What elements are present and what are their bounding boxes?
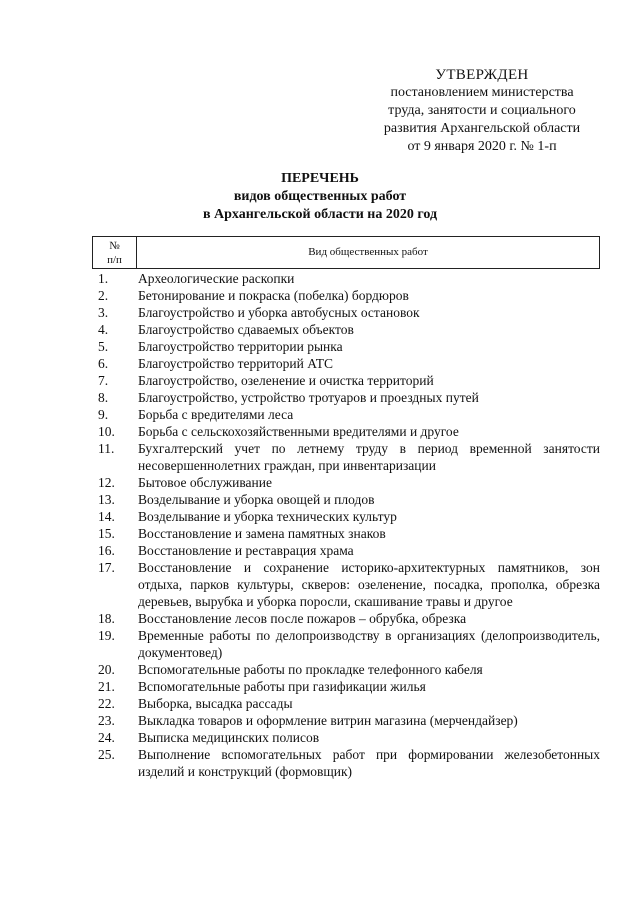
list-item <box>98 321 600 338</box>
list-item-number: 24. <box>98 730 115 745</box>
approval-line: развития Архангельской области <box>383 121 581 136</box>
list-item <box>98 508 600 525</box>
list-item-number: 20. <box>98 662 115 677</box>
list-item-text: Возделывание и уборка овощей и плодов <box>138 492 375 507</box>
approval-line: от 9 января 2020 г. № 1-п <box>407 139 557 154</box>
list-item <box>98 491 600 508</box>
list-item-number: 16. <box>98 543 115 558</box>
list-item-number: 17. <box>98 560 115 575</box>
list-item-number: 19. <box>98 628 115 643</box>
list-item-text: Вспомогательные работы по прокладке телефонного кабеля <box>138 662 483 677</box>
list-item-number: 8. <box>98 390 109 405</box>
list-item <box>98 559 600 610</box>
list-item-number: 18. <box>98 611 115 626</box>
list-item-number: 3. <box>98 305 109 320</box>
list-item-text: Восстановление и замена памятных знаков <box>138 526 386 541</box>
list-item-text: Благоустройство сдаваемых объектов <box>138 322 354 337</box>
list-item <box>98 525 600 542</box>
list-item-text: Возделывание и уборка технических культур <box>138 509 397 524</box>
approval-line: постановлением министерства <box>390 85 574 100</box>
list-item <box>98 661 600 678</box>
list-item <box>98 440 600 474</box>
list-item-number: 9. <box>98 407 109 422</box>
list-item-number: 5. <box>98 339 109 354</box>
list-item-number: 13. <box>98 492 115 507</box>
approval-title: УТВЕРЖДЕН <box>435 67 529 83</box>
list-item-number: 6. <box>98 356 109 371</box>
list-item <box>98 338 600 355</box>
column-header-number-abbr: п/п <box>107 254 122 266</box>
list-item-text: Выборка, высадка рассады <box>138 696 293 711</box>
list-item-text: Выполнение вспомогательных работ при формировании железобетонных изделий и конструкций (формовщик) <box>138 747 600 779</box>
list-item-number: 4. <box>98 322 109 337</box>
list-item-text: Благоустройство территории рынка <box>138 339 343 354</box>
list-item-text: Восстановление лесов после пожаров – обрубка, обрезка <box>138 611 467 626</box>
list-item-text: Бухгалтерский учет по летнему труду в период временной занятости несовершеннолетних граждан, при инвентаризации <box>138 441 600 473</box>
list-item <box>98 287 600 304</box>
list-item-text: Бетонирование и покраска (побелка) бордюров <box>138 288 409 303</box>
document-heading <box>100 170 540 224</box>
column-header-type: Вид общественных работ <box>308 246 428 258</box>
list-item-text: Борьба с вредителями леса <box>138 407 294 422</box>
list-item <box>98 627 600 661</box>
list-item-text: Восстановление и реставрация храма <box>138 543 354 558</box>
list-item <box>98 695 600 712</box>
list-item-number: 10. <box>98 424 115 439</box>
approval-line: труда, занятости и социального <box>388 103 576 118</box>
list-item <box>98 729 600 746</box>
list-item <box>98 746 600 780</box>
list-item-text: Восстановление и сохранение историко-архитектурных памятников, зон отдыха, парков культуры, скверов: озеленение, посадка, прополка, обрезка деревьев, вырубка и уборка поросли, скашивание травы и другое <box>138 560 600 609</box>
list-item <box>98 712 600 729</box>
list-item-text: Благоустройство, озеленение и очистка территорий <box>138 373 434 388</box>
heading-subtitle: в Архангельской области на 2020 год <box>202 207 438 222</box>
list-item-text: Благоустройство и уборка автобусных остановок <box>138 305 420 320</box>
list-item-text: Борьба с сельскохозяйственными вредителями и другое <box>138 424 459 439</box>
list-item <box>98 678 600 695</box>
work-types-list <box>98 270 600 780</box>
heading-subtitle: видов общественных работ <box>233 189 407 204</box>
list-item-number: 21. <box>98 679 115 694</box>
approval-block <box>372 66 592 156</box>
list-item <box>98 610 600 627</box>
list-item-text: Благоустройство территорий АТС <box>138 356 334 371</box>
list-item <box>98 270 600 287</box>
list-item <box>98 474 600 491</box>
list-item-number: 1. <box>98 271 109 286</box>
heading-title: ПЕРЕЧЕНЬ <box>281 171 359 186</box>
column-header-number <box>93 237 137 268</box>
list-item <box>98 542 600 559</box>
list-item-number: 22. <box>98 696 115 711</box>
list-item-number: 12. <box>98 475 115 490</box>
list-item <box>98 423 600 440</box>
list-item-text: Вспомогательные работы при газификации жилья <box>138 679 426 694</box>
list-item-number: 7. <box>98 373 109 388</box>
list-item <box>98 406 600 423</box>
list-item-number: 2. <box>98 288 109 303</box>
list-item <box>98 372 600 389</box>
list-item-text: Выкладка товаров и оформление витрин магазина (мерчендайзер) <box>138 713 518 728</box>
list-item-number: 15. <box>98 526 115 541</box>
list-item <box>98 389 600 406</box>
list-item-text: Выписка медицинских полисов <box>138 730 320 745</box>
list-item-number: 25. <box>98 747 115 762</box>
list-item-text: Бытовое обслуживание <box>138 475 272 490</box>
list-item-number: 23. <box>98 713 115 728</box>
column-header-number-symbol: № <box>109 240 120 252</box>
list-item-text: Благоустройство, устройство тротуаров и проездных путей <box>138 390 479 405</box>
list-item-text: Археологические раскопки <box>138 271 295 286</box>
list-item-number: 11. <box>98 441 115 456</box>
list-item <box>98 304 600 321</box>
table-header <box>92 236 600 269</box>
list-item <box>98 355 600 372</box>
list-item-number: 14. <box>98 509 115 524</box>
list-item-text: Временные работы по делопроизводству в организациях (делопроизводитель, документовед) <box>138 628 600 660</box>
